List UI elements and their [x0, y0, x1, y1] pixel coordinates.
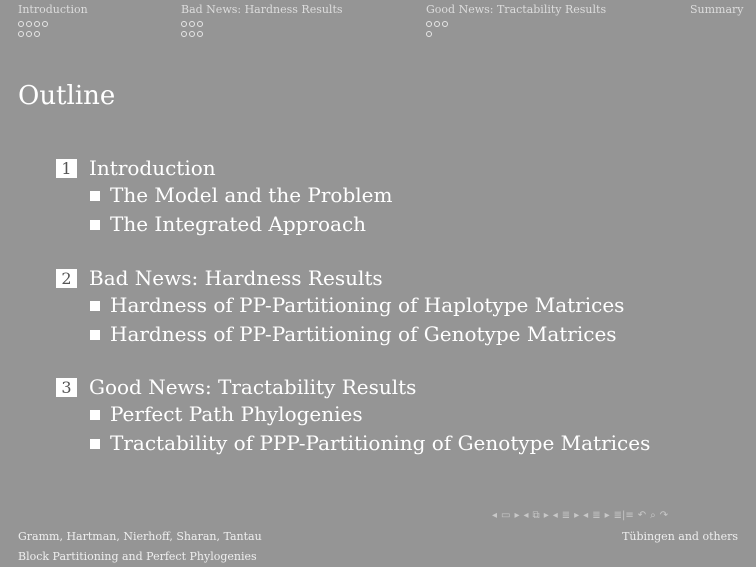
square-bullet-icon	[90, 439, 100, 449]
outline-section-1	[56, 156, 392, 238]
navigation-symbols	[490, 508, 750, 522]
nav-subsection-back-arrow-icon[interactable]: ◂	[523, 509, 529, 521]
nav-subsection-forward-arrow-icon[interactable]: ▸	[543, 509, 549, 521]
header-frame-dots	[426, 19, 606, 39]
nav-subsection-icon[interactable]: ⧉	[532, 509, 540, 521]
frame-dot[interactable]	[26, 21, 32, 27]
outline-section-heading[interactable]	[56, 375, 650, 399]
section-title[interactable]: Bad News: Hardness Results	[89, 266, 383, 290]
nav-search-icon[interactable]: ⌕	[650, 509, 656, 521]
square-bullet-icon	[90, 330, 100, 340]
outline-section-heading[interactable]	[56, 266, 624, 290]
header-nav-summary[interactable]	[690, 3, 744, 17]
square-bullet-icon	[90, 410, 100, 420]
outline-subsection[interactable]	[56, 319, 624, 348]
frame-dot[interactable]	[181, 21, 187, 27]
frame-dot[interactable]	[189, 31, 195, 37]
footer-institute[interactable]: Tübingen and others	[622, 530, 738, 543]
square-bullet-icon	[90, 220, 100, 230]
outline-subsection[interactable]	[56, 399, 650, 428]
outline-section-3	[56, 375, 650, 457]
nav-section-back-arrow-icon[interactable]: ◂	[552, 509, 558, 521]
section-title[interactable]: Good News: Tractability Results	[89, 375, 417, 399]
subsection-label[interactable]: The Model and the Problem	[110, 182, 393, 207]
frame-dot[interactable]	[197, 31, 203, 37]
subsection-label[interactable]: Hardness of PP-Partitioning of Haplotype Matrices	[110, 292, 625, 317]
nav-frame-forward-arrow-icon[interactable]: ▸	[514, 509, 520, 521]
section-title[interactable]: Introduction	[89, 156, 216, 180]
header-section-title[interactable]: Summary	[690, 3, 744, 16]
frame-dot[interactable]	[434, 21, 440, 27]
nav-subsec-forward-arrow-icon[interactable]: ▸	[604, 509, 610, 521]
frame-dot[interactable]	[181, 31, 187, 37]
subsection-label[interactable]: Perfect Path Phylogenies	[110, 401, 363, 426]
outline-section-2	[56, 266, 624, 348]
header-nav-introduction[interactable]	[18, 3, 88, 39]
frame-dot[interactable]	[426, 31, 432, 37]
frame-dot[interactable]	[189, 21, 195, 27]
frame-dot[interactable]	[18, 21, 24, 27]
frame-dot[interactable]	[18, 31, 24, 37]
header-nav-bad-news[interactable]	[181, 3, 343, 39]
subsection-label[interactable]: Tractability of PPP-Partitioning of Genotype Matrices	[110, 430, 651, 455]
header-section-title[interactable]: Bad News: Hardness Results	[181, 3, 343, 16]
frame-dot[interactable]	[197, 21, 203, 27]
section-number-box: 2	[56, 269, 77, 288]
header-frame-dots	[181, 19, 343, 39]
frame-dot[interactable]	[34, 31, 40, 37]
footer-short-title[interactable]: Block Partitioning and Perfect Phylogenies	[18, 550, 257, 563]
outline-subsection[interactable]	[56, 428, 650, 457]
outline-section-heading[interactable]	[56, 156, 392, 180]
header-section-title[interactable]: Good News: Tractability Results	[426, 3, 607, 16]
nav-section-icon[interactable]: ≣	[561, 509, 571, 521]
nav-appendix-icon[interactable]: ≣|≡	[613, 509, 634, 521]
frame-dot[interactable]	[26, 31, 32, 37]
header-section-title[interactable]: Introduction	[18, 3, 88, 16]
header-frame-dots	[18, 19, 88, 39]
nav-subsec-icon[interactable]: ≣	[592, 509, 601, 521]
nav-forward-icon[interactable]: ↷	[659, 509, 669, 521]
frame-dot[interactable]	[442, 21, 448, 27]
section-number-box: 3	[56, 378, 77, 397]
nav-subsec-back-arrow-icon[interactable]: ◂	[583, 509, 589, 521]
footer-authors[interactable]: Gramm, Hartman, Nierhoff, Sharan, Tantau	[18, 530, 262, 543]
subsection-label[interactable]: The Integrated Approach	[110, 211, 367, 236]
header-nav-good-news[interactable]	[426, 3, 606, 39]
nav-frame-back-arrow-icon[interactable]: ◂	[492, 509, 498, 521]
outline-subsection[interactable]	[56, 290, 624, 319]
square-bullet-icon	[90, 301, 100, 311]
section-number-box: 1	[56, 159, 77, 178]
frame-dot[interactable]	[42, 21, 48, 27]
nav-back-icon[interactable]: ↶	[637, 509, 647, 521]
outline-subsection[interactable]	[56, 180, 392, 209]
square-bullet-icon	[90, 191, 100, 201]
subsection-label[interactable]: Hardness of PP-Partitioning of Genotype Matrices	[110, 321, 617, 346]
outline-subsection[interactable]	[56, 209, 392, 238]
frame-dot[interactable]	[34, 21, 40, 27]
frame-dot[interactable]	[426, 21, 432, 27]
nav-frame-icon[interactable]: ▭	[501, 509, 511, 521]
frame-title: Outline	[18, 81, 116, 111]
nav-section-forward-arrow-icon[interactable]: ▸	[574, 509, 580, 521]
